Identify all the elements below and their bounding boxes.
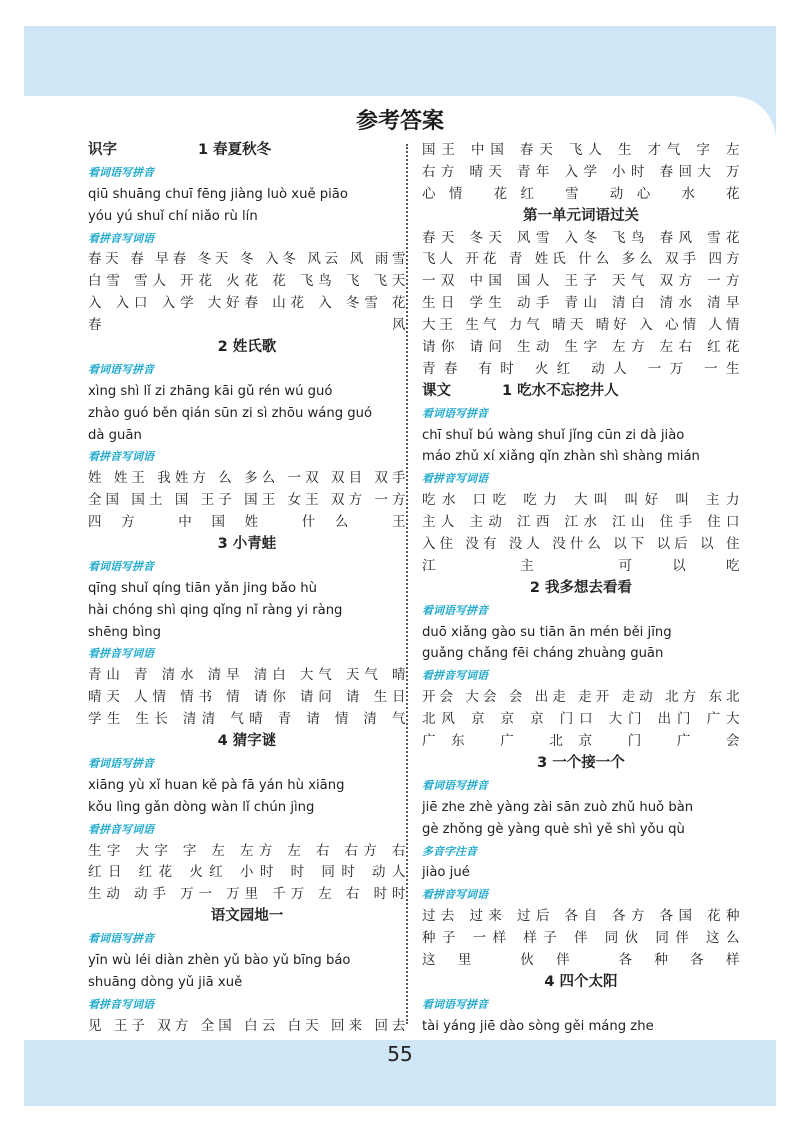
subsection-label: 多音字注音 [422,844,477,858]
lesson-title: 2 姓氏歌 [217,339,277,356]
word-line: 春天 春 早春 冬天 冬 入冬 风云 风 雨雪 [88,251,406,268]
lesson-title: 1 吃水不忘挖井人 [502,382,619,399]
word-line: 广东 广 北京 门 广 会 [422,733,740,750]
subsection-label: 看词语写拼音 [422,406,488,420]
word-line: 飞人 开花 青 姓氏 什么 多么 双手 四方 [422,251,740,268]
lesson-title: 3 一个接一个 [537,754,625,771]
subsection-label: 看词语写拼音 [422,778,488,792]
word-block [88,468,406,534]
word-line: 一双 中国 国人 王子 天气 双方 一方 [422,273,740,290]
pinyin-block [88,950,406,994]
word-block [422,140,740,206]
word-line: 青春 有时 火红 动人 一万 一生 [422,360,740,377]
section-label: 识字 [88,142,117,158]
pinyin-line: yīn wù léi diàn zhèn yǔ bào yǔ bīng báo [88,952,351,968]
word-line: 过去 过来 过后 各自 各方 各国 花种 [422,908,740,925]
pinyin-block [422,622,740,666]
pinyin-line: máo zhǔ xí xiǎng qǐn zhàn shì shàng mián [422,449,700,465]
lesson-title: 2 我多想去看看 [529,579,633,596]
subsection-label: 看词语写拼音 [422,997,488,1011]
pinyin-block [88,381,406,447]
subsection-label: 看拼音写词语 [88,822,154,836]
word-line: 学生 生长 清清 气晴 青 请 情 清 气 [88,711,406,728]
subsection-label: 看拼音写词语 [422,472,488,486]
word-line: 入 入口 入学 大好春 山花 入 冬雪 花 [88,295,406,312]
subsection-label: 看拼音写词语 [422,669,488,683]
word-line: 四方 中国姓 什么 王 [88,514,406,531]
pinyin-line: zhào guó běn qián sūn zi sì zhōu wáng guó [88,405,373,421]
word-line: 生动 动手 万一 万里 千万 左 右 时时 [88,886,406,903]
pinyin-line: shēng bìng [88,624,162,640]
lesson-title: 4 猜字谜 [217,733,277,750]
subsection-label: 看拼音写词语 [88,450,154,464]
lesson-title: 1 春夏秋冬 [198,142,272,158]
pinyin-line: qiū shuāng chuī fēng jiàng luò xuě piāo [88,186,348,202]
pinyin-block [422,797,740,841]
subsection-label: 看拼音写词语 [88,231,154,245]
word-line: 生日 学生 动手 青山 清白 清水 清早 [422,295,740,312]
pinyin-block [88,184,406,228]
subsection-label: 看词语写拼音 [88,756,154,770]
pinyin-block [88,775,406,819]
page-title: 参考答案 [355,108,444,134]
lesson-header [422,381,740,403]
word-line: 北风 京 京 京 门口 大门 出门 广大 [422,711,740,728]
word-line: 江 主 可以吃 [422,557,740,574]
word-line: 国王 中国 春天 飞人 生 才气 字 左 [422,142,740,158]
word-line: 这里 伙伴 各种各样 [422,951,740,968]
word-block [422,687,740,753]
page-number: 55 [387,1042,413,1066]
pinyin-line: duō xiǎng gào su tiān ān mén běi jīng [422,624,672,640]
word-block [88,249,406,337]
word-block [422,906,740,972]
lesson-title: 语文园地一 [210,908,284,925]
word-line: 种子 一样 样子 伴 同伙 同伴 这么 [422,930,740,947]
pinyin-line: jiào jué [422,865,470,881]
pinyin-line: hài chóng shì qing qǐng nǐ ràng yi ràng [88,602,343,618]
subsection-label: 看拼音写词语 [88,997,154,1011]
section-label: 课文 [422,382,451,399]
word-line: 见 王子 双方 全国 白云 白天 回来 回去 [88,1017,406,1034]
word-block [88,665,406,731]
subsection-label: 看词语写拼音 [88,362,154,376]
word-block [88,1016,406,1038]
word-line: 春天 冬天 风雪 入冬 飞鸟 春风 雪花 [422,229,740,246]
pinyin-line: shuāng dòng yǔ jiā xuě [88,974,243,990]
pinyin-line: kǒu lìng gǎn dòng wàn lǐ chún jìng [88,799,315,815]
pinyin-line: jiē zhe zhè yàng zài sān zuò zhǔ huǒ bàn [422,799,694,815]
word-line: 心情 花红 雪 动心 水 花 [422,185,740,202]
pinyin-block [422,1016,740,1038]
right-column [422,140,740,1038]
lesson-title: 4 四个太阳 [544,973,618,990]
pinyin-line: tài yáng jiē dào sòng gěi máng zhe [422,1018,654,1034]
word-line: 主人 主动 江西 江水 江山 住手 住口 [422,514,740,531]
word-block [422,490,740,578]
pinyin-line: xiāng yù xǐ huan kě pà fā yán hù xiāng [88,777,345,793]
word-line: 姓 姓王 我姓方 么 多么 一双 双目 双手 [88,470,406,487]
word-line: 晴天 人情 情书 情 请你 请问 请 生日 [88,689,406,706]
word-block [422,228,740,381]
subsection-label: 看拼音写词语 [88,647,154,661]
word-line: 大王 生气 力气 晴天 晴好 入 心情 人情 [422,317,740,334]
pinyin-line: dà guān [88,427,142,443]
pinyin-line: chī shuǐ bú wàng shuǐ jǐng cūn zi dà jiào [422,427,685,443]
pinyin-block [422,425,740,469]
subsection-label: 看词语写拼音 [88,165,154,179]
subsection-label: 看词语写拼音 [88,932,154,946]
pinyin-block [88,578,406,644]
column-divider [406,144,408,1024]
word-line: 生字 大字 字 左 左方 左 右 右方 右 [88,842,406,859]
word-line: 请你 请问 生动 生字 左方 左右 红花 [422,339,740,356]
pinyin-line: guǎng chǎng fēi cháng zhuàng guān [422,646,664,662]
word-line: 红日 红花 火红 小时 时 同时 动人 [88,864,406,881]
unit-title: 第一单元词语过关 [523,207,639,224]
word-block [88,841,406,907]
word-line: 右方 晴天 青年 入学 小时 春回大 万 [422,163,740,180]
word-line: 全国 国土 国 王子 国王 女王 双方 一方 [88,492,406,509]
subsection-label: 看词语写拼音 [422,603,488,617]
pinyin-line: qīng shuǐ qíng tiān yǎn jing bǎo hù [88,580,317,596]
subsection-label: 看词语写拼音 [88,559,154,573]
subsection-label: 看拼音写词语 [422,888,488,902]
word-line: 春风 [88,317,406,334]
lesson-header [88,140,406,162]
pinyin-line: gè zhǒng gè yàng què shì yě shì yǒu qù [422,821,685,837]
polyphone-block [422,862,740,884]
pinyin-line: xìng shì lǐ zi zhāng kāi gǔ rén wú guó [88,383,333,399]
pinyin-line: yóu yú shuǐ chí niǎo rù lín [88,208,258,224]
word-line: 青山 青 清水 清早 清白 大气 天气 晴 [88,667,406,684]
word-line: 入住 没有 没人 没什么 以下 以后 以 住 [422,536,740,553]
word-line: 白雪 雪人 开花 火花 花 飞鸟 飞 飞天 [88,273,406,290]
left-column [88,140,406,1038]
word-line: 吃水 口吃 吃力 大叫 叫好 叫 主力 [422,492,740,509]
lesson-title: 3 小青蛙 [217,536,277,553]
word-line: 开会 大会 会 出走 走开 走动 北方 东北 [422,689,740,706]
